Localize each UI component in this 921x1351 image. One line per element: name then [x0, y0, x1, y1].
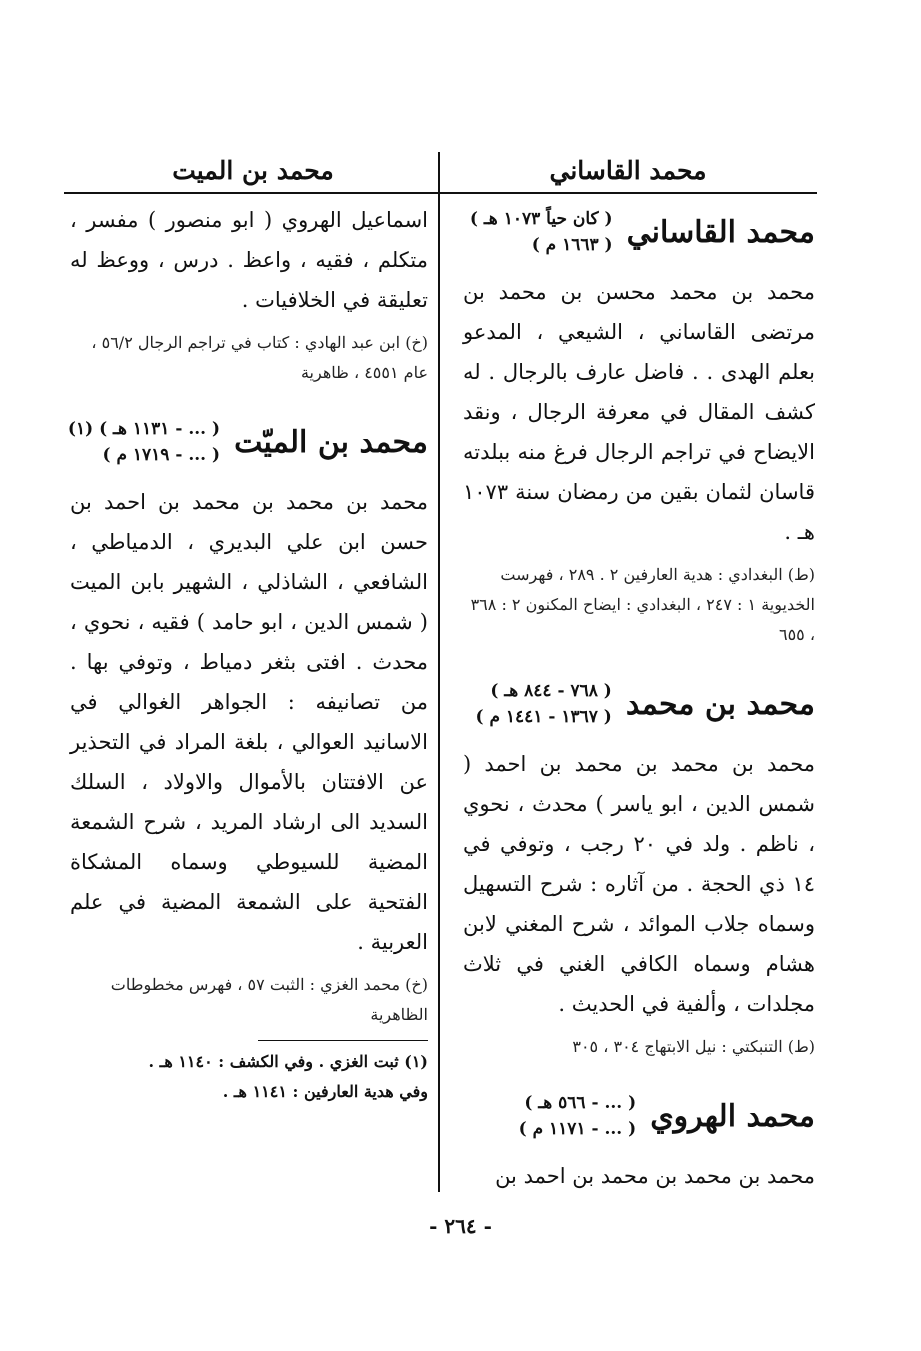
entry-body: محمد بن محمد محسن بن محمد بن مرتضى القاساني ، الشيعي ، المدعو بعلم الهدى . . فاضل عارف بالرجال . له كشف المقال في معرفة الرجال ، ونقد الايضاح في تراجم الرجال فرغ منه ببلدته قاسان لثمان بقين من رمضان سنة ١٠٧٣ هـ .	[463, 280, 815, 544]
entry-dates	[470, 206, 613, 258]
entry-references: (ط) التنبكتي : نيل الابتهاج ٣٠٤ ، ٣٠٥	[572, 1037, 815, 1056]
entry-name: محمد الهروي	[650, 1098, 815, 1134]
hijri-date: ( كان حياً ١٠٧٣ هـ )	[469, 209, 613, 229]
gregorian-date: ( ١٦٦٣ م )	[531, 235, 613, 255]
entry-dates	[519, 1090, 637, 1142]
continued-entry-body: اسماعيل الهروي ( ابو منصور ) مفسر ، متكلم ، فقيه ، واعظ . درس ، ووعظ له تعليقة في الخلافيات .	[70, 208, 428, 312]
gregorian-date: ( ... - ١٧١٩ م )	[102, 445, 221, 465]
entry-references: (ط) البغدادي : هدية العارفين ٢ . ٢٨٩ ، فهرست الخديوية ١ : ٢٤٧ ، البغدادي : ايضاح المكنون ٢ : ٣٦٨ ، ٦٥٥	[470, 565, 815, 644]
entry-body: محمد بن محمد بن محمد بن احمد بن	[495, 1164, 815, 1188]
entry-name: محمد بن الميّت	[234, 424, 428, 460]
column-divider	[438, 152, 440, 1192]
right-column	[463, 200, 815, 1190]
footnote-rule	[258, 1040, 428, 1041]
entry-dates	[68, 416, 220, 468]
entry-name: محمد القاساني	[626, 214, 815, 250]
continued-entry-references: (خ) ابن عبد الهادي : كتاب في تراجم الرجال ٥٦/٢ ، عام ٤٥٥١ ، ظاهرية	[91, 333, 428, 382]
gregorian-date: ( ... - ١١٧١ م )	[518, 1119, 637, 1139]
entry-references: (خ) محمد الغزي : الثبت ٥٧ ، فهرس مخطوطات الظاهرية	[110, 975, 428, 1024]
entry-heading	[463, 206, 815, 258]
header-left-title: محمد بن الميت	[172, 156, 334, 185]
footnote: (١) ثبت الغزي . وفي الكشف : ١١٤٠ هـ .	[148, 1052, 428, 1071]
footnote: وفي هدية العارفين : ١١٤١ هـ .	[222, 1082, 428, 1101]
header-rule	[64, 192, 817, 194]
header-right-title: محمد القاساني	[549, 156, 707, 185]
hijri-date: ( ... - ٥٦٦ هـ )	[524, 1093, 637, 1113]
hijri-date: ( ... - ١١٣١ هـ ) (١)	[67, 419, 221, 439]
entry-dates	[476, 678, 612, 730]
gregorian-date: ( ١٣٦٧ - ١٤٤١ م )	[475, 707, 612, 727]
entry-heading	[463, 1090, 815, 1142]
entry-name: محمد بن محمد	[625, 686, 815, 722]
running-header	[64, 150, 817, 192]
entry-heading	[67, 416, 428, 468]
left-column	[67, 200, 428, 1190]
hijri-date: ( ٧٦٨ - ٨٤٤ هـ )	[490, 681, 612, 701]
entry-body: محمد بن محمد بن محمد بن احمد بن حسن ابن علي البديري ، الدمياطي ، الشافعي ، الشاذلي ، الشهير بابن الميت ( شمس الدين ، ابو حامد ) فقيه ، نحوي ، محدث . افتى بثغر دمياط ، وتوفي بها . من تصانيفه : الجواهر الغوالي في الاسانيد العوالي ، بلغة المراد في التحذير عن الافتتان بالأموال والاولاد ، السلك السديد الى ارشاد المريد ، شرح الشمعة المضية للسيوطي وسماه المشكاة الفتحية على الشمعة المضية في علم العربية .	[70, 490, 428, 954]
entry-heading	[463, 678, 815, 730]
page-number: - ٢٦٤ -	[429, 1214, 492, 1238]
entry-body: محمد بن محمد بن محمد بن احمد ( شمس الدين ، ابو ياسر ) محدث ، نحوي ، ناظم . ولد في ٢٠ رجب ، وتوفي في ١٤ ذي الحجة . من آثاره : شرح التسهيل وسماه جلاب الموائد ، شرح المغني لابن هشام وسماه الكافي الغني في ثلاث مجلدات ، وألفية في الحديث .	[463, 752, 816, 1016]
